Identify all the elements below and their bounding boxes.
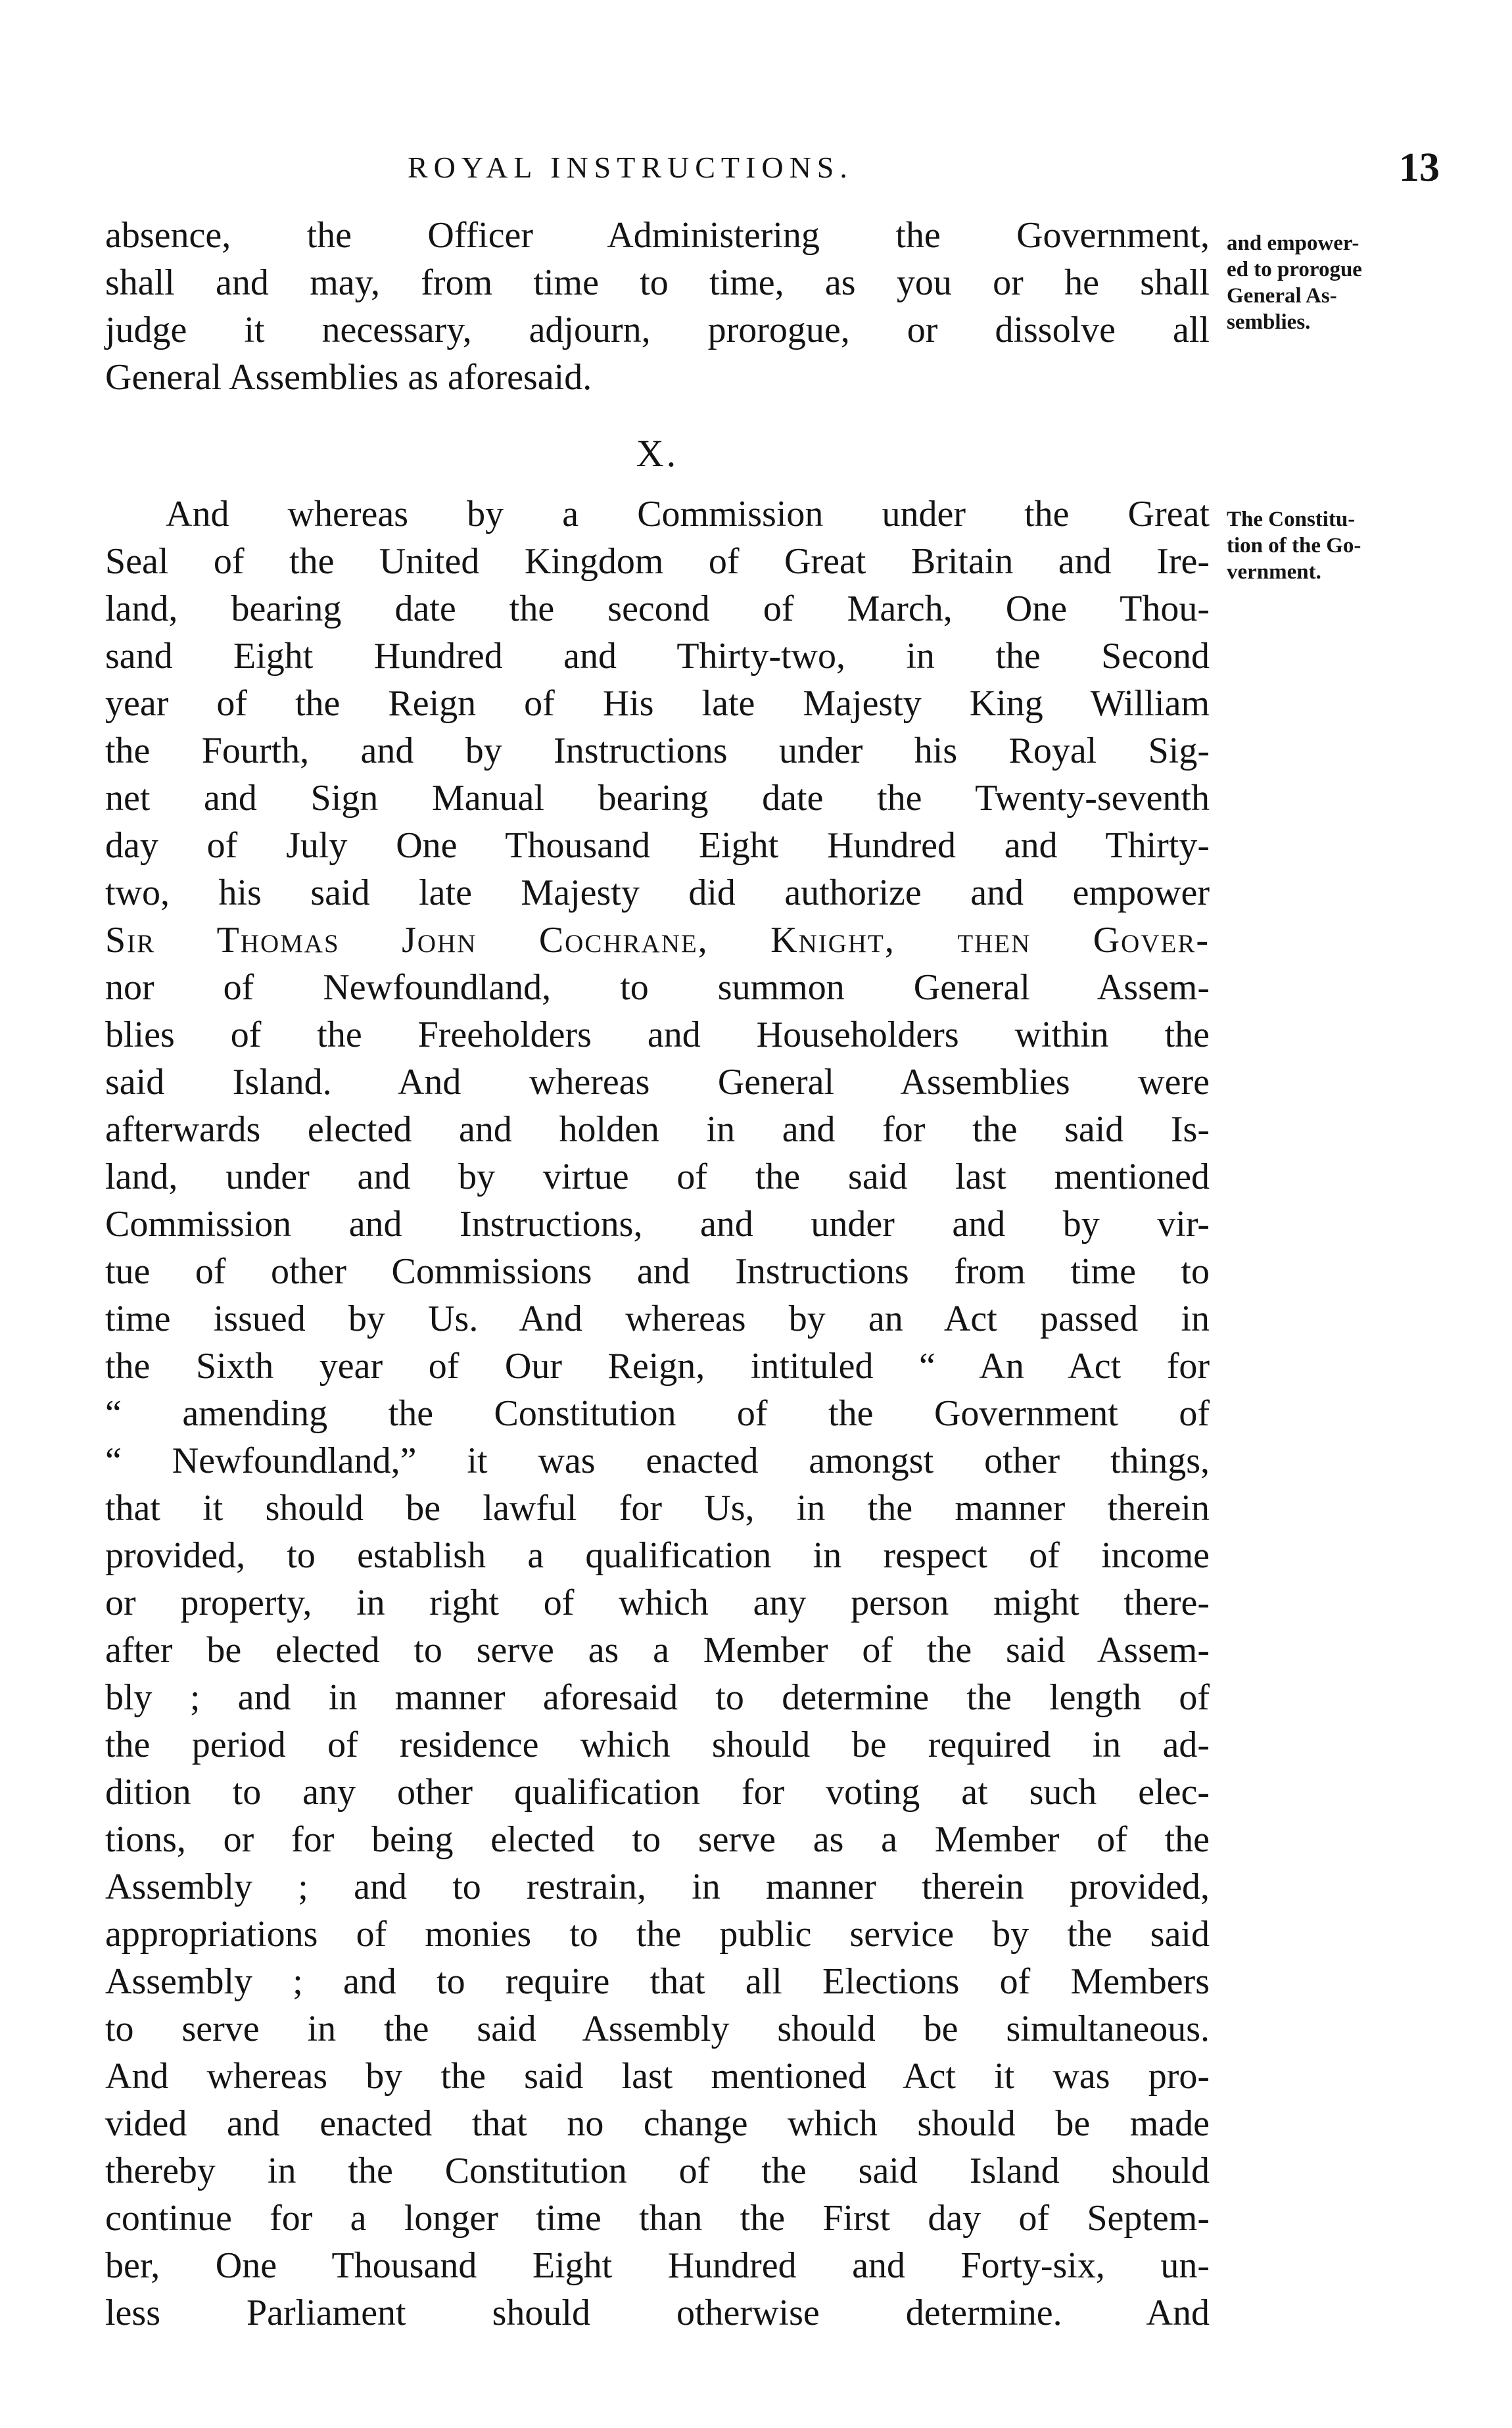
text-line: Assembly ; and to require that all Elections of Members (105, 1961, 1210, 2002)
text-line: ber, One Thousand Eight Hundred and Forty-six, un- (105, 2245, 1210, 2286)
text-line: sand Eight Hundred and Thirty-two, in the Second (105, 636, 1210, 677)
text-line: less Parliament should otherwise determine. And (105, 2293, 1210, 2333)
running-title: ROYAL INSTRUCTIONS. (408, 151, 853, 184)
page-number: 13 (1399, 145, 1440, 190)
text-line: “ amending the Constitution of the Government of (105, 1393, 1210, 1434)
text-line: vided and enacted that no change which should be made (105, 2103, 1210, 2144)
text-line: blies of the Freeholders and Householders within the (105, 1014, 1210, 1055)
text-line: said Island. And whereas General Assemblies were (105, 1062, 1210, 1103)
marginal-note-line: and empower- (1227, 231, 1359, 255)
text-line: appropriations of monies to the public service by the said (105, 1914, 1210, 1955)
section-number: X. (636, 432, 679, 475)
text-line: Sir Thomas John Cochrane, Knight, then Gover- (105, 920, 1210, 961)
text-line: General Assemblies as aforesaid. (105, 357, 592, 398)
section-paragraph (105, 490, 1210, 2337)
text-line: that it should be lawful for Us, in the manner therein (105, 1488, 1210, 1529)
text-line: land, under and by virtue of the said last mentioned (105, 1156, 1210, 1197)
text-line: year of the Reign of His late Majesty King William (105, 683, 1210, 724)
text-line: the Fourth, and by Instructions under his Royal Sig- (105, 730, 1210, 771)
text-line: Assembly ; and to restrain, in manner therein provided, (105, 1867, 1210, 1907)
text-line: continue for a longer time than the First day of Septem- (105, 2198, 1210, 2239)
text-line: time issued by Us. And whereas by an Act passed in (105, 1298, 1210, 1339)
text-line: Commission and Instructions, and under and by vir- (105, 1204, 1210, 1245)
text-line: provided, to establish a qualification in respect of income (105, 1535, 1210, 1576)
text-line: the Sixth year of Our Reign, intituled “ An Act for (105, 1346, 1210, 1387)
text-line: thereby in the Constitution of the said Island should (105, 2151, 1210, 2191)
text-line: absence, the Officer Administering the Government, (105, 215, 1210, 256)
text-line: net and Sign Manual bearing date the Twenty-seventh (105, 778, 1210, 819)
marginal-note-line: ed to prorogue (1227, 258, 1362, 281)
text-line: after be elected to serve as a Member of the said Assem- (105, 1630, 1210, 1671)
paragraph-continuation (105, 212, 1210, 401)
text-line: two, his said late Majesty did authorize and empower (105, 872, 1210, 913)
text-line: nor of Newfoundland, to summon General Assem- (105, 967, 1210, 1008)
marginal-note-line: General As- (1227, 284, 1337, 308)
marginal-note-prorogue (1227, 230, 1444, 335)
text-line: bly ; and in manner aforesaid to determine the length of (105, 1677, 1210, 1718)
text-line: day of July One Thousand Eight Hundred and Thirty- (105, 825, 1210, 866)
text-line: dition to any other qualification for voting at such elec- (105, 1772, 1210, 1813)
marginal-note-line: The Constitu- (1227, 508, 1356, 531)
text-line: land, bearing date the second of March, One Thou- (105, 588, 1210, 629)
text-line: Seal of the United Kingdom of Great Britain and Ire- (105, 541, 1210, 582)
text-line: the period of residence which should be required in ad- (105, 1725, 1210, 1765)
text-line: tue of other Commissions and Instructions from time to (105, 1251, 1210, 1292)
text-line: And whereas by a Commission under the Great (166, 494, 1210, 535)
text-line: tions, or for being elected to serve as a Member of the (105, 1819, 1210, 1860)
text-line: afterwards elected and holden in and for the said Is- (105, 1109, 1210, 1150)
marginal-note-line: semblies. (1227, 310, 1311, 334)
marginal-note-line: vernment. (1227, 560, 1321, 584)
text-line: or property, in right of which any person might there- (105, 1583, 1210, 1623)
text-line: judge it necessary, adjourn, prorogue, or dissolve all (105, 310, 1210, 350)
marginal-note-line: tion of the Go- (1227, 534, 1361, 558)
text-line: to serve in the said Assembly should be simultaneous. (105, 2009, 1210, 2049)
text-line: “ Newfoundland,” it was enacted amongst other things, (105, 1440, 1210, 1481)
text-line: shall and may, from time to time, as you or he shall (105, 262, 1210, 303)
marginal-note-constitution (1227, 506, 1444, 585)
running-head (105, 141, 1440, 194)
text-line: And whereas by the said last mentioned Act it was pro- (105, 2056, 1210, 2097)
